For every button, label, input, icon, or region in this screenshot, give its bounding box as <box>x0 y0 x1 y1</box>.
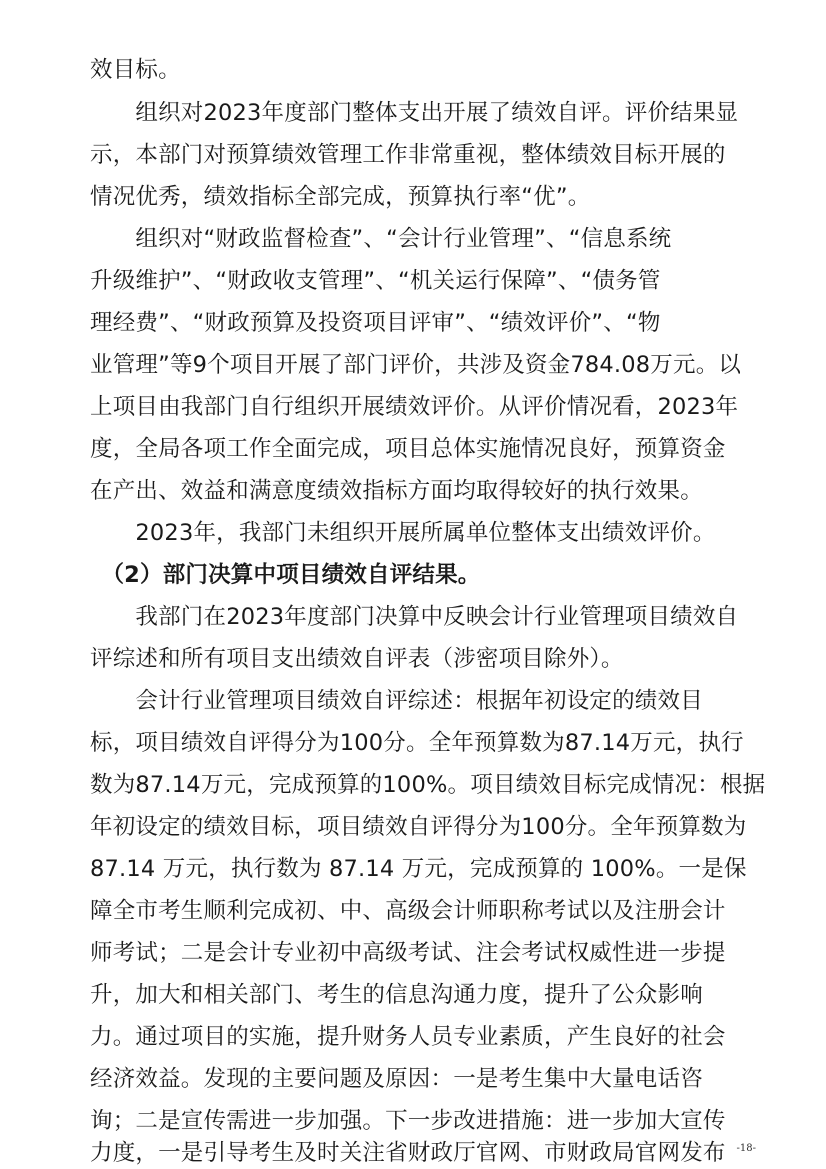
text-line: 业管理”等9个项目开展了部门评价，共涉及资金784.08万元。以 <box>90 352 742 378</box>
text-line: 2023年，我部门未组织开展所属单位整体支出绩效评价。 <box>90 520 716 546</box>
text-line: 师考试；二是会计专业初中高级考试、注会考试权威性进一步提 <box>90 940 726 966</box>
text-line: 评综述和所有项目支出绩效自评表（涉密项目除外）。 <box>90 646 624 672</box>
text-line: 87.14 万元，执行数为 87.14 万元，完成预算的 100%。一是保 <box>90 856 747 882</box>
text-line: 组织对“财政监督检查”、“会计行业管理”、“信息系统 <box>90 226 672 252</box>
text-line: 力。通过项目的实施，提升财务人员专业素质，产生良好的社会 <box>90 1024 726 1050</box>
page-number: -18- <box>736 1143 756 1154</box>
text-line: 在产出、效益和满意度绩效指标方面均取得较好的执行效果。 <box>90 478 703 504</box>
text-line: 组织对2023年度部门整体支出开展了绩效自评。评价结果显 <box>90 100 739 126</box>
text-line: 年初设定的绩效目标，项目绩效自评得分为100分。全年预算数为 <box>90 814 747 840</box>
text-line: 升级维护”、“财政收支管理”、“机关运行保障”、“债务管 <box>90 268 661 294</box>
text-line: 我部门在2023年度部门决算中反映会计行业管理项目绩效自 <box>90 604 739 630</box>
text-line: 升，加大和相关部门、考生的信息沟通力度，提升了公众影响 <box>90 982 703 1008</box>
text-line: 询；二是宣传需进一步加强。下一步改进措施：进一步加大宣传 <box>90 1108 726 1134</box>
text-line: 力度，一是引导考生及时关注省财政厅官网、市财政局官网发布 <box>90 1140 726 1166</box>
text-line: 会计行业管理项目绩效自评综述：根据年初设定的绩效目 <box>90 688 703 714</box>
text-line: 经济效益。发现的主要问题及原因：一是考生集中大量电话咨 <box>90 1066 703 1092</box>
text-line: 示，本部门对预算绩效管理工作非常重视，整体绩效目标开展的 <box>90 142 726 168</box>
text-line: 效目标。 <box>90 57 181 83</box>
text-line: 度，全局各项工作全面完成，项目总体实施情况良好，预算资金 <box>90 436 726 462</box>
text-line: 上项目由我部门自行组织开展绩效评价。从评价情况看，2023年 <box>90 394 739 420</box>
text-line: 数为87.14万元，完成预算的100%。项目绩效目标完成情况：根据 <box>90 772 766 798</box>
text-line: 障全市考生顺利完成初、中、高级会计师职称考试以及注册会计 <box>90 898 726 924</box>
text-line: 理经费”、“财政预算及投资项目评审”、“绩效评价”、“物 <box>90 310 661 336</box>
text-line: 标，项目绩效自评得分为100分。全年预算数为87.14万元，执行 <box>90 730 744 756</box>
section-heading: （2）部门决算中项目绩效自评结果。 <box>90 562 481 588</box>
text-line: 情况优秀，绩效指标全部完成，预算执行率“优”。 <box>90 184 591 210</box>
